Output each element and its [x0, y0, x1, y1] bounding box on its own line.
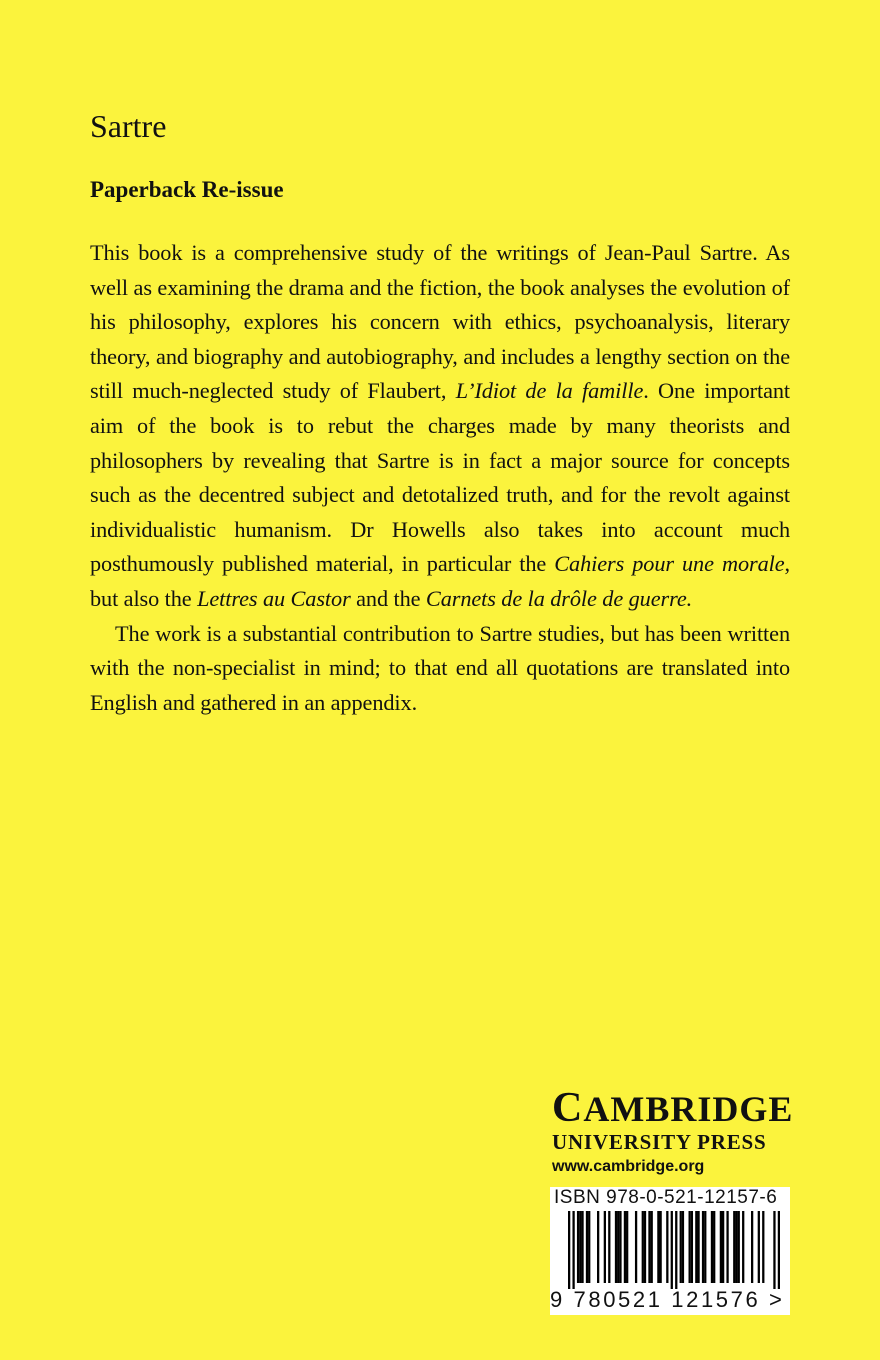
publisher-name — [552, 1085, 794, 1131]
publisher-name-initial: C — [552, 1085, 584, 1131]
blurb-paragraph-1 — [90, 236, 790, 617]
barcode-bar — [588, 1211, 590, 1283]
barcode-bar — [615, 1211, 617, 1283]
barcode-bar — [597, 1211, 599, 1283]
blurb-italic-title: Lettres au Castor — [197, 585, 351, 611]
book-subtitle: Paperback Re-issue — [90, 177, 284, 202]
barcode-bar — [577, 1211, 579, 1283]
barcode-bar — [726, 1211, 728, 1283]
barcode-digits: 9 780521 121576 > — [550, 1287, 785, 1312]
barcode-bar — [579, 1211, 581, 1283]
barcode-bar — [586, 1211, 588, 1283]
blurb-text: and the — [350, 585, 426, 611]
book-title: Sartre — [90, 108, 167, 144]
blurb-text: This book is a comprehensive study of the writings of Jean-Paul Sartre. As well as examining the drama and the fiction, the book analyses the evolution of his philosophy, explores his concern with ethics, psychoanalysis, literary theory, and biography and autobiography, and includes a lengthy section on the still much-neglected study of Flaubert, — [90, 240, 790, 404]
barcode-bar — [572, 1211, 574, 1289]
barcode-bar — [691, 1211, 693, 1283]
barcode-bar — [773, 1211, 775, 1289]
publisher-subline: UNIVERSITY PRESS — [552, 1130, 767, 1154]
barcode-bar — [568, 1211, 570, 1289]
barcode-bar — [762, 1211, 764, 1283]
barcode-bar — [695, 1211, 697, 1283]
barcode-bar — [697, 1211, 699, 1283]
barcode-bar — [682, 1211, 684, 1283]
publisher-name-rest: AMBRIDGE — [583, 1089, 794, 1129]
barcode-bar — [581, 1211, 583, 1283]
barcode-bar — [608, 1211, 610, 1283]
isbn-label: ISBN 978-0-521-12157-6 — [554, 1187, 778, 1208]
barcode-bar — [604, 1211, 606, 1283]
barcode-bar — [713, 1211, 715, 1283]
barcode-bar — [675, 1211, 677, 1289]
barcode-bar — [722, 1211, 724, 1283]
blurb-italic-title: Cahiers pour une morale — [554, 551, 785, 577]
publisher-logo — [552, 1085, 794, 1179]
blurb-italic-title: L’Idiot de la famille — [455, 378, 644, 404]
barcode-bar — [657, 1211, 659, 1283]
barcode-bar — [711, 1211, 713, 1283]
blurb-text: . One important aim of the book is to rebut the charges made by many theorists and philosophers by revealing that Sartre is in fact a major source for concepts such as the decentred subject and detotalized truth, and for the revolt against individualistic humanism. Dr Howells also takes into account much posthumously published material, in particular the — [90, 378, 791, 577]
barcode-bar — [680, 1211, 682, 1283]
blurb-italic-title: Carnets de la drôle de guerre. — [425, 585, 693, 611]
barcode-bar — [644, 1211, 646, 1283]
barcode-bar — [733, 1211, 735, 1283]
barcode-bar — [617, 1211, 619, 1283]
barcode-bar — [659, 1211, 661, 1283]
barcode-bar — [624, 1211, 626, 1283]
isbn-barcode — [550, 1187, 790, 1315]
barcode-bar — [626, 1211, 628, 1283]
barcode-bar — [651, 1211, 653, 1283]
barcode-bar — [704, 1211, 706, 1283]
barcode-bar — [689, 1211, 691, 1283]
barcode-bar — [751, 1211, 753, 1283]
barcode-bar — [758, 1211, 760, 1283]
barcode-bar — [648, 1211, 650, 1283]
barcode-bar — [635, 1211, 637, 1283]
blurb-text: , but also the — [90, 551, 790, 611]
barcode-bar — [735, 1211, 737, 1283]
barcode-bar — [720, 1211, 722, 1283]
barcode-bar — [642, 1211, 644, 1283]
book-blurb — [90, 236, 790, 720]
barcode-bar — [666, 1211, 668, 1283]
barcode-bar — [702, 1211, 704, 1283]
blurb-paragraph-2: The work is a substantial contribution to Sartre studies, but has been written with the non-specialist in mind; to that end all quotations are translated into English and gathered in an appendix. — [90, 620, 790, 715]
barcode-bar — [742, 1211, 744, 1283]
barcode-bar — [671, 1211, 673, 1289]
barcode-bars — [568, 1211, 780, 1289]
barcode-bar — [619, 1211, 621, 1283]
barcode-bar — [738, 1211, 740, 1283]
publisher-url: www.cambridge.org — [552, 1158, 705, 1175]
barcode-bar — [778, 1211, 780, 1289]
